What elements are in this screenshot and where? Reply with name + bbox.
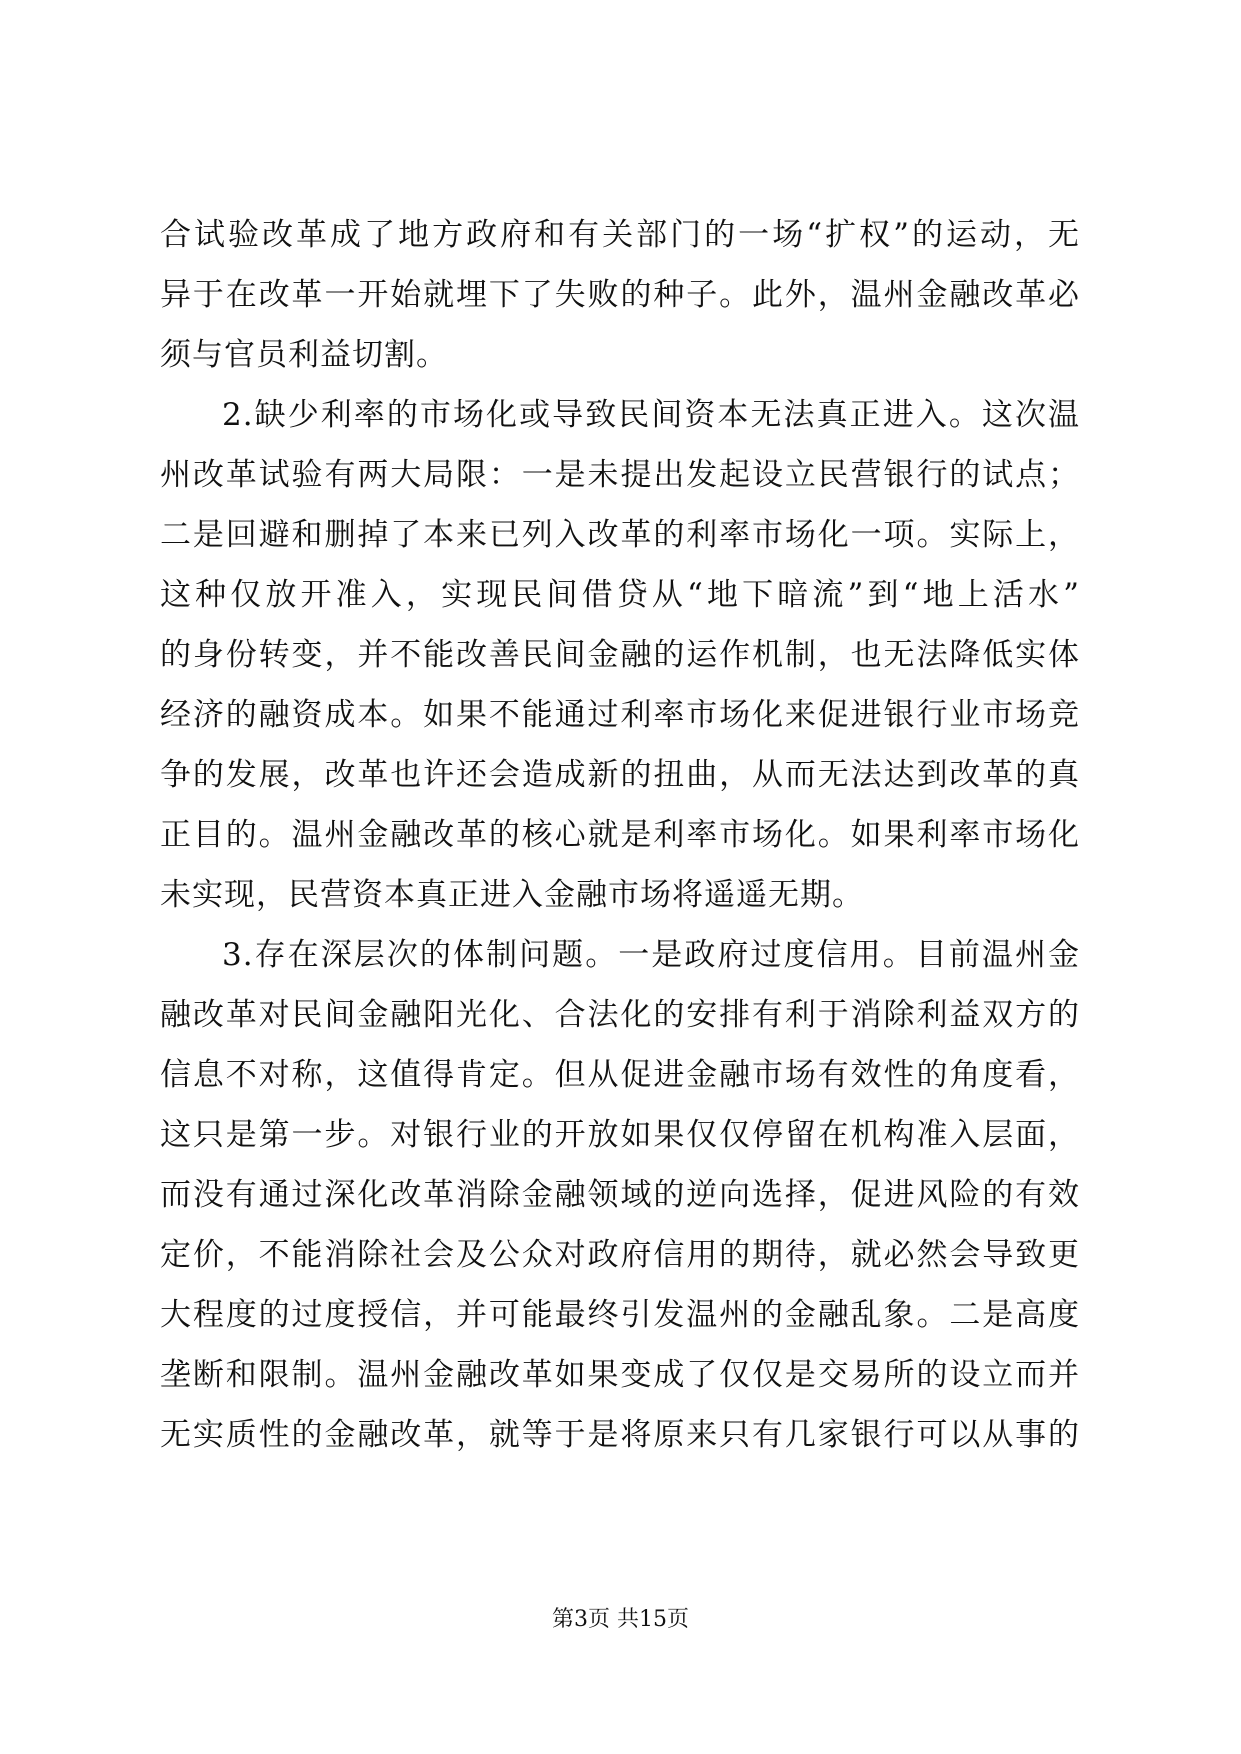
text-line: 须与官员利益切割。: [160, 337, 448, 373]
text-line: 这只是第一步。对银行业的开放如果仅仅停留在机构准入层面，: [160, 1117, 1080, 1153]
paragraph-heading-3: 3.存在深层次的体制问题。一是政府过度信用。目前温州金: [222, 937, 1080, 973]
text-line: 合试验改革成了地方政府和有关部门的一场“扩权”的运动，无: [160, 217, 1080, 253]
paragraph-heading-2: 2.缺少利率的市场化或导致民间资本无法真正进入。这次温: [222, 397, 1080, 433]
text-line: 融改革对民间金融阳光化、合法化的安排有利于消除利益双方的: [160, 997, 1080, 1033]
text-line: 的身份转变，并不能改善民间金融的运作机制，也无法降低实体: [160, 637, 1080, 673]
text-line: 而没有通过深化改革消除金融领域的逆向选择，促进风险的有效: [160, 1177, 1080, 1213]
text-line: 无实质性的金融改革，就等于是将原来只有几家银行可以从事的: [160, 1417, 1080, 1453]
text-line: 二是回避和删掉了本来已列入改革的利率市场化一项。实际上，: [160, 517, 1080, 553]
text-line: 争的发展，改革也许还会造成新的扭曲，从而无法达到改革的真: [160, 757, 1080, 793]
text-line: 州改革试验有两大局限：一是未提出发起设立民营银行的试点；: [160, 457, 1080, 493]
text-line: 这种仅放开准入，实现民间借贷从“地下暗流”到“地上活水”: [160, 577, 1080, 613]
text-line: 大程度的过度授信，并可能最终引发温州的金融乱象。二是高度: [160, 1297, 1080, 1333]
text-line: 正目的。温州金融改革的核心就是利率市场化。如果利率市场化: [160, 817, 1080, 853]
text-line: 未实现，民营资本真正进入金融市场将遥遥无期。: [160, 877, 864, 913]
text-line: 经济的融资成本。如果不能通过利率市场化来促进银行业市场竞: [160, 697, 1080, 733]
text-line: 垄断和限制。温州金融改革如果变成了仅仅是交易所的设立而并: [160, 1357, 1080, 1393]
text-line: 信息不对称，这值得肯定。但从促进金融市场有效性的角度看，: [160, 1057, 1080, 1093]
page-number-footer: 第3页 共15页: [552, 1607, 689, 1632]
text-line: 定价，不能消除社会及公众对政府信用的期待，就必然会导致更: [160, 1237, 1080, 1273]
text-line: 异于在改革一开始就埋下了失败的种子。此外，温州金融改革必: [160, 277, 1080, 313]
